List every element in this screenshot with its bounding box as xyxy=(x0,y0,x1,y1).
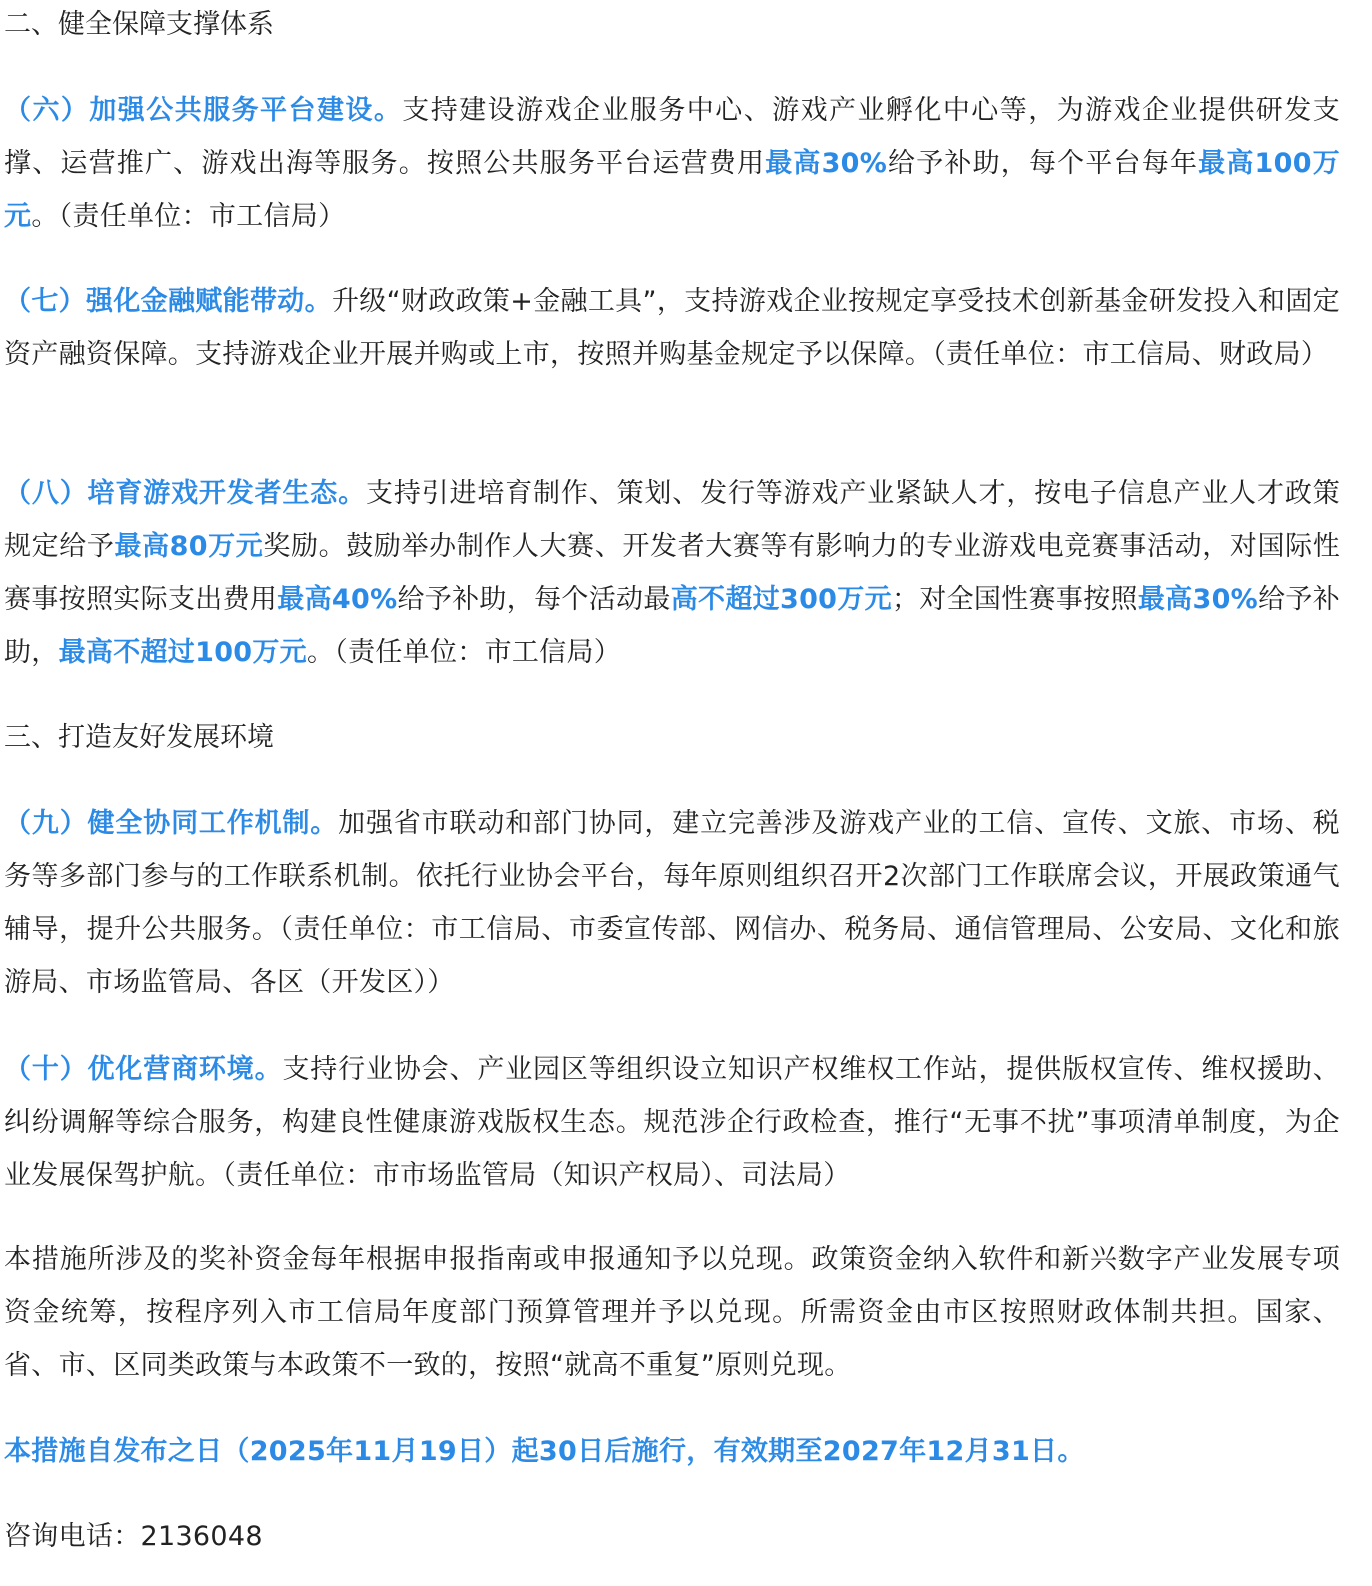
item8-text-6: 。（责任单位：市工信局） xyxy=(306,637,622,668)
effective-note: 本措施自发布之日（2025年11月19日）起30日后施行，有效期至2027年12月31日。 xyxy=(4,1436,1085,1467)
item7-paragraph xyxy=(4,275,1340,381)
funding-note: 本措施所涉及的奖补资金每年根据申报指南或申报通知予以兑现。政策资金纳入软件和新兴数字产业发展专项资金统筹，按程序列入市工信局年度部门预算管理并予以兑现。所需资金由市区按照财政体制共担。国家、省、市、区同类政策与本政策不一致的，按照“就高不重复”原则兑现。 xyxy=(4,1244,1340,1381)
item6-highlight-2: 最高100万元 xyxy=(4,148,1340,232)
item6-highlight-1: 最高30% xyxy=(765,148,888,179)
item8-paragraph xyxy=(4,467,1340,679)
item9-paragraph xyxy=(4,797,1340,1009)
item6-paragraph xyxy=(4,84,1340,243)
section2-title: 二、健全保障支撑体系 xyxy=(4,9,274,40)
item10-label: （十）优化营商环境。 xyxy=(4,1054,283,1085)
item6-label: （六）加强公共服务平台建设。 xyxy=(4,95,403,126)
item10-text-1: 支持行业协会、产业园区等组织设立知识产权维权工作站，提供版权宣传、维权援助、纠纷调解等综合服务，构建良性健康游戏版权生态。规范涉企行政检查，推行“无事不扰”事项清单制度，为企业发展保驾护航。（责任单位：市市场监管局（知识产权局）、司法局） xyxy=(4,1054,1340,1191)
section3-title: 三、打造友好发展环境 xyxy=(4,722,274,753)
item6-text-3: 。（责任单位：市工信局） xyxy=(31,201,346,232)
item8-text-5: 给予补助， xyxy=(4,584,1341,668)
item8-highlight-5: 最高不超过100万元 xyxy=(58,637,307,668)
item8-text-3: 给予补助，每个活动最 xyxy=(397,584,671,615)
item9-label: （九）健全协同工作机制。 xyxy=(4,808,339,839)
item10-paragraph xyxy=(4,1043,1340,1202)
item7-text-1: 升级“财政政策+金融工具”，支持游戏企业按规定享受技术创新基金研发投入和固定资产融资保障。支持游戏企业开展并购或上市，按照并购基金规定予以保障。（责任单位：市工信局、财政局） xyxy=(4,286,1340,370)
item6-text-1: 支持建设游戏企业服务中心、游戏产业孵化中心等，为游戏企业提供研发支撑、运营推广、游戏出海等服务。按照公共服务平台运营费用 xyxy=(4,95,1340,179)
item8-text-4: ；对全国性赛事按照 xyxy=(891,584,1138,615)
item8-text-2: 奖励。鼓励举办制作人大赛、开发者大赛等有影响力的专业游戏电竞赛事活动，对国际性赛事按照实际支出费用 xyxy=(4,531,1341,615)
item9-text-1: 加强省市联动和部门协同，建立完善涉及游戏产业的工信、宣传、文旅、市场、税务等多部门参与的工作联系机制。依托行业协会平台，每年原则组织召开2次部门工作联席会议，开展政策通气辅导，提升公共服务。（责任单位：市工信局、市委宣传部、网信办、税务局、通信管理局、公安局、文化和旅游局、市场监管局、各区（开发区）） xyxy=(4,808,1340,998)
item8-text-1: 支持引进培育制作、策划、发行等游戏产业紧缺人才，按电子信息产业人才政策规定给予 xyxy=(4,478,1340,562)
item7-label: （七）强化金融赋能带动。 xyxy=(4,286,332,317)
contact-phone: 咨询电话：2136048 xyxy=(4,1521,263,1552)
item8-highlight-2: 最高40% xyxy=(277,584,398,615)
item8-highlight-4: 最高30% xyxy=(1137,584,1259,615)
item8-highlight-3: 高不超过300万元 xyxy=(670,584,892,615)
item8-highlight-1: 最高80万元 xyxy=(114,531,264,562)
item6-text-2: 给予补助，每个平台每年 xyxy=(887,148,1199,179)
item8-label: （八）培育游戏开发者生态。 xyxy=(4,478,366,509)
